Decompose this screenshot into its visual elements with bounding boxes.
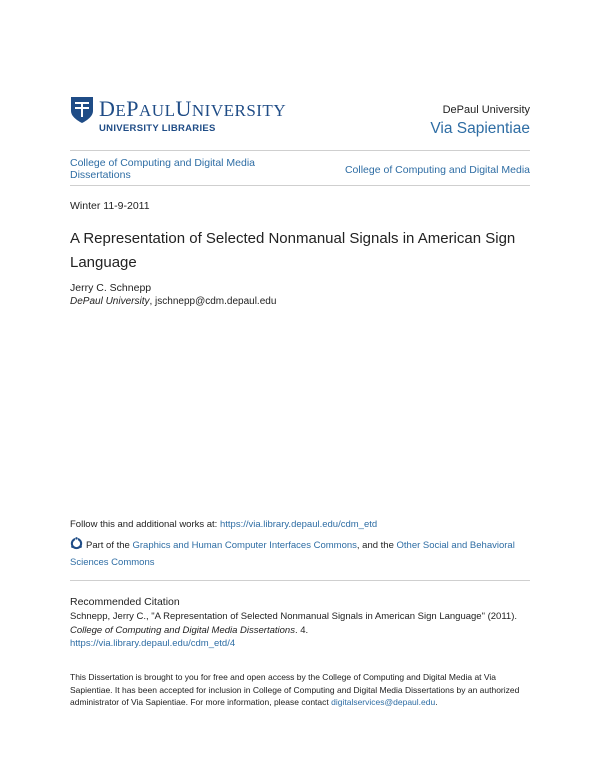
divider-top — [70, 150, 530, 151]
institution-name: DePaul University — [442, 104, 530, 116]
logo-subtitle: UNIVERSITY LIBRARIES — [99, 123, 216, 134]
author-email: jschnepp@cdm.depaul.edu — [155, 296, 277, 307]
repository-name[interactable]: Via Sapientiae — [430, 120, 530, 137]
logo-wordmark: DEPAULUNIVERSITY — [99, 96, 287, 121]
commons-link-social[interactable]: Other Social and Behavioral Sciences Commons — [70, 540, 515, 568]
open-access-icon — [70, 537, 83, 550]
follow-line: Follow this and additional works at: https://via.library.depaul.edu/cdm_etd — [70, 519, 378, 530]
depaul-logo — [70, 96, 290, 136]
commons-link-graphics[interactable]: Graphics and Human Computer Interfaces Commons — [132, 540, 357, 551]
document-title: A Representation of Selected Nonmanual Signals in American Sign Language — [70, 230, 516, 271]
divider-collection — [70, 185, 530, 186]
contact-email-link[interactable]: digitalservices@depaul.edu — [331, 697, 436, 707]
citation-heading: Recommended Citation — [70, 596, 180, 608]
citation-body: Schnepp, Jerry C., "A Representation of Selected Nonmanual Signals in American Sign Language" (2011). College of Computing and Digital Media Dissertations. 4. https://via.library.depaul.edu/cdm_etd/4 — [70, 611, 518, 649]
divider-citation — [70, 580, 530, 581]
citation-series: College of Computing and Digital Media Dissertations — [70, 624, 295, 636]
part-of-line: Part of the Graphics and Human Computer Interfaces Commons, and the Other Social and Behavioral Sciences Commons — [70, 537, 530, 571]
author-name: Jerry C. Schnepp — [70, 282, 152, 294]
affiliation-name: DePaul University — [70, 296, 150, 307]
college-link[interactable]: College of Computing and Digital Media — [344, 164, 530, 176]
footer-notice: This Dissertation is brought to you for free and open access by the College of Computing and Digital Media at Via Sapientiae. It has been accepted for inclusion in College of Computing and Digital Media Dissertations by an authorized administrator of Via Sapientiae. For more information, please contact digitalservices@depaul.edu. — [70, 672, 520, 707]
publication-date: Winter 11-9-2011 — [70, 200, 150, 212]
follow-link[interactable]: https://via.library.depaul.edu/cdm_etd — [219, 519, 378, 530]
author-affiliation: DePaul University, jschnepp@cdm.depaul.edu — [70, 296, 277, 307]
series-link[interactable]: College of Computing and Digital Media Dissertations — [70, 157, 256, 181]
shield-icon — [70, 96, 94, 124]
citation-link[interactable]: https://via.library.depaul.edu/cdm_etd/4 — [70, 638, 236, 649]
